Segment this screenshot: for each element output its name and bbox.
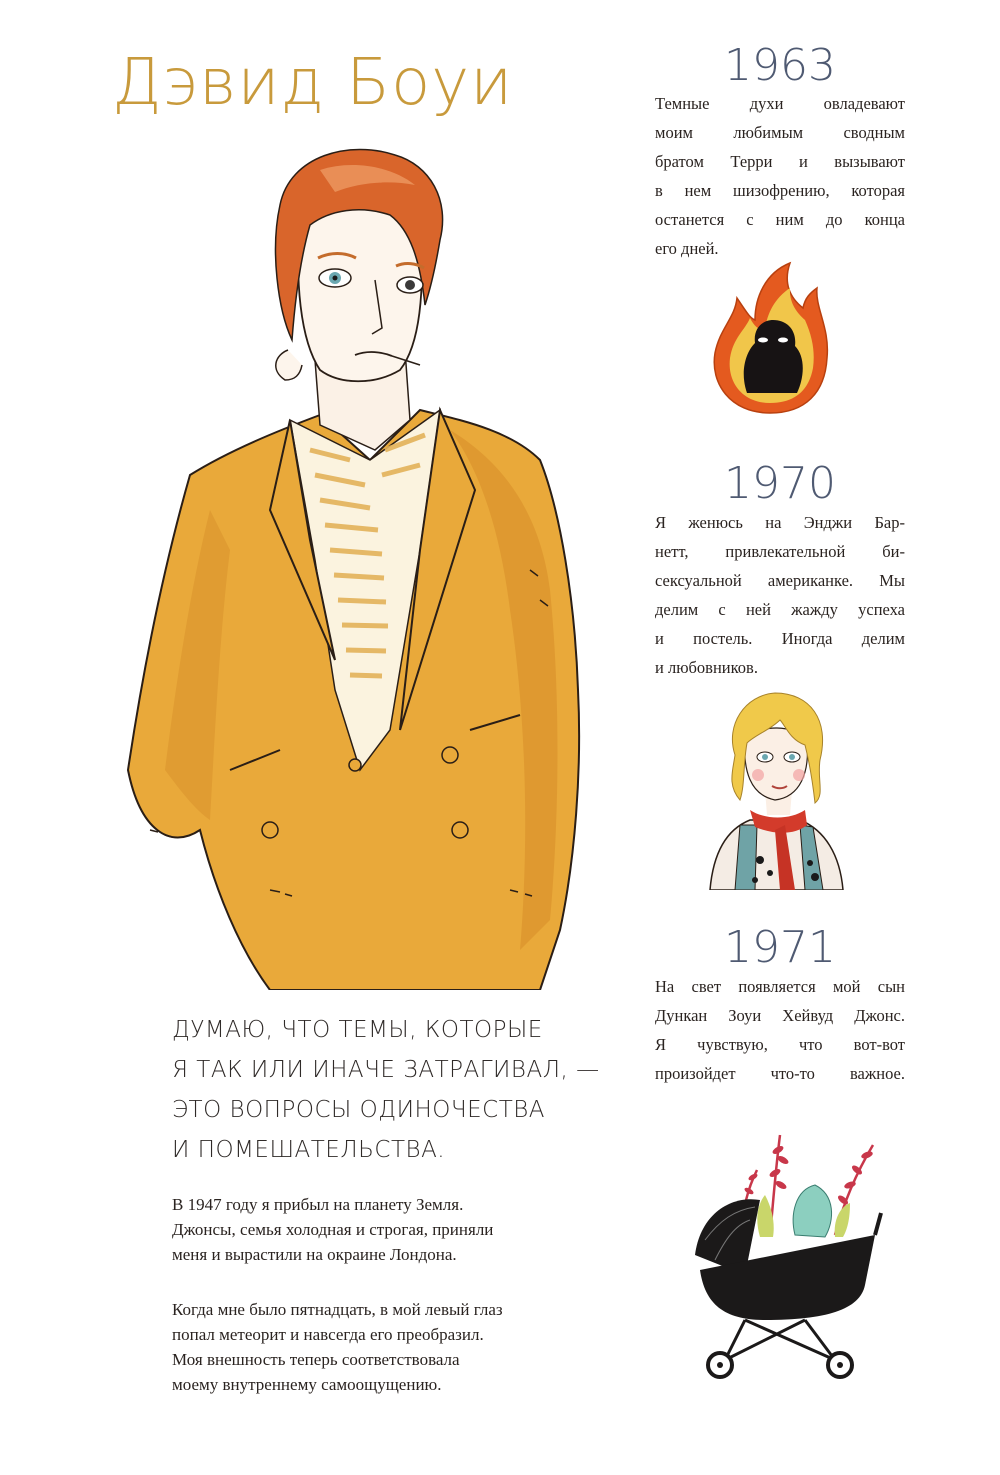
timeline-entry-1970	[655, 508, 905, 682]
entry-line: Я женюсь на Энджи Бар-	[655, 513, 905, 532]
quote-line: ДУМАЮ, ЧТО ТЕМЫ, КОТОРЫЕ	[172, 1017, 543, 1043]
entry-line: останется с ним до конца	[655, 210, 905, 229]
entry-line: его дней.	[655, 239, 719, 258]
timeline-year-1970: 1970	[724, 458, 836, 509]
fire-silhouette-icon	[705, 258, 835, 418]
paragraph-line: В 1947 году я прибыл на планету Земля.	[172, 1195, 464, 1214]
entry-line: Темные духи овладевают	[655, 94, 905, 113]
angie-portrait	[695, 685, 855, 890]
entry-line: Я чувствую, что вот-вот	[655, 1035, 905, 1054]
paragraph-line: попал метеорит и навсегда его преобразил.	[172, 1325, 484, 1344]
bowie-portrait	[120, 130, 600, 990]
entry-line: На свет появляется мой сын	[655, 977, 905, 996]
entry-line: нетт, привлекательной би-	[655, 542, 905, 561]
entry-line: произойдет что-то важное.	[655, 1064, 905, 1083]
entry-line: моим любимым сводным	[655, 123, 905, 142]
quote-line: И ПОМЕШАТЕЛЬСТВА.	[172, 1137, 446, 1163]
page-title: Дэвид Боуи	[112, 46, 514, 120]
entry-line: делим с ней жажду успеха	[655, 600, 905, 619]
entry-line: братом Терри и вызывают	[655, 152, 905, 171]
entry-line: сексуальной американке. Мы	[655, 571, 905, 590]
paragraph-line: моему внутреннему самоощущению.	[172, 1375, 442, 1394]
timeline-entry-1963	[655, 89, 905, 263]
entry-line: и любовников.	[655, 658, 758, 677]
paragraph-line: Джонсы, семья холодная и строгая, приняли	[172, 1220, 494, 1239]
entry-line: в нем шизофрению, которая	[655, 181, 905, 200]
intro-paragraph-2	[172, 1297, 592, 1397]
baby-pram-icon	[685, 1125, 885, 1385]
intro-paragraph-1	[172, 1192, 592, 1267]
paragraph-line: меня и вырастили на окраине Лондона.	[172, 1245, 457, 1264]
entry-line: и постель. Иногда делим	[655, 629, 905, 648]
timeline-year-1971: 1971	[724, 922, 836, 973]
timeline-year-1963: 1963	[724, 40, 836, 91]
quote-line: Я ТАК ИЛИ ИНАЧЕ ЗАТРАГИВАЛ, —	[172, 1057, 600, 1083]
timeline-entry-1971	[655, 972, 905, 1088]
paragraph-line: Моя внешность теперь соответствовала	[172, 1350, 460, 1369]
quote-line: ЭТО ВОПРОСЫ ОДИНОЧЕСТВА	[172, 1097, 546, 1123]
paragraph-line: Когда мне было пятнадцать, в мой левый глаз	[172, 1300, 503, 1319]
entry-line: Дункан Зоуи Хейвуд Джонс.	[655, 1006, 905, 1025]
quote	[172, 1010, 600, 1170]
